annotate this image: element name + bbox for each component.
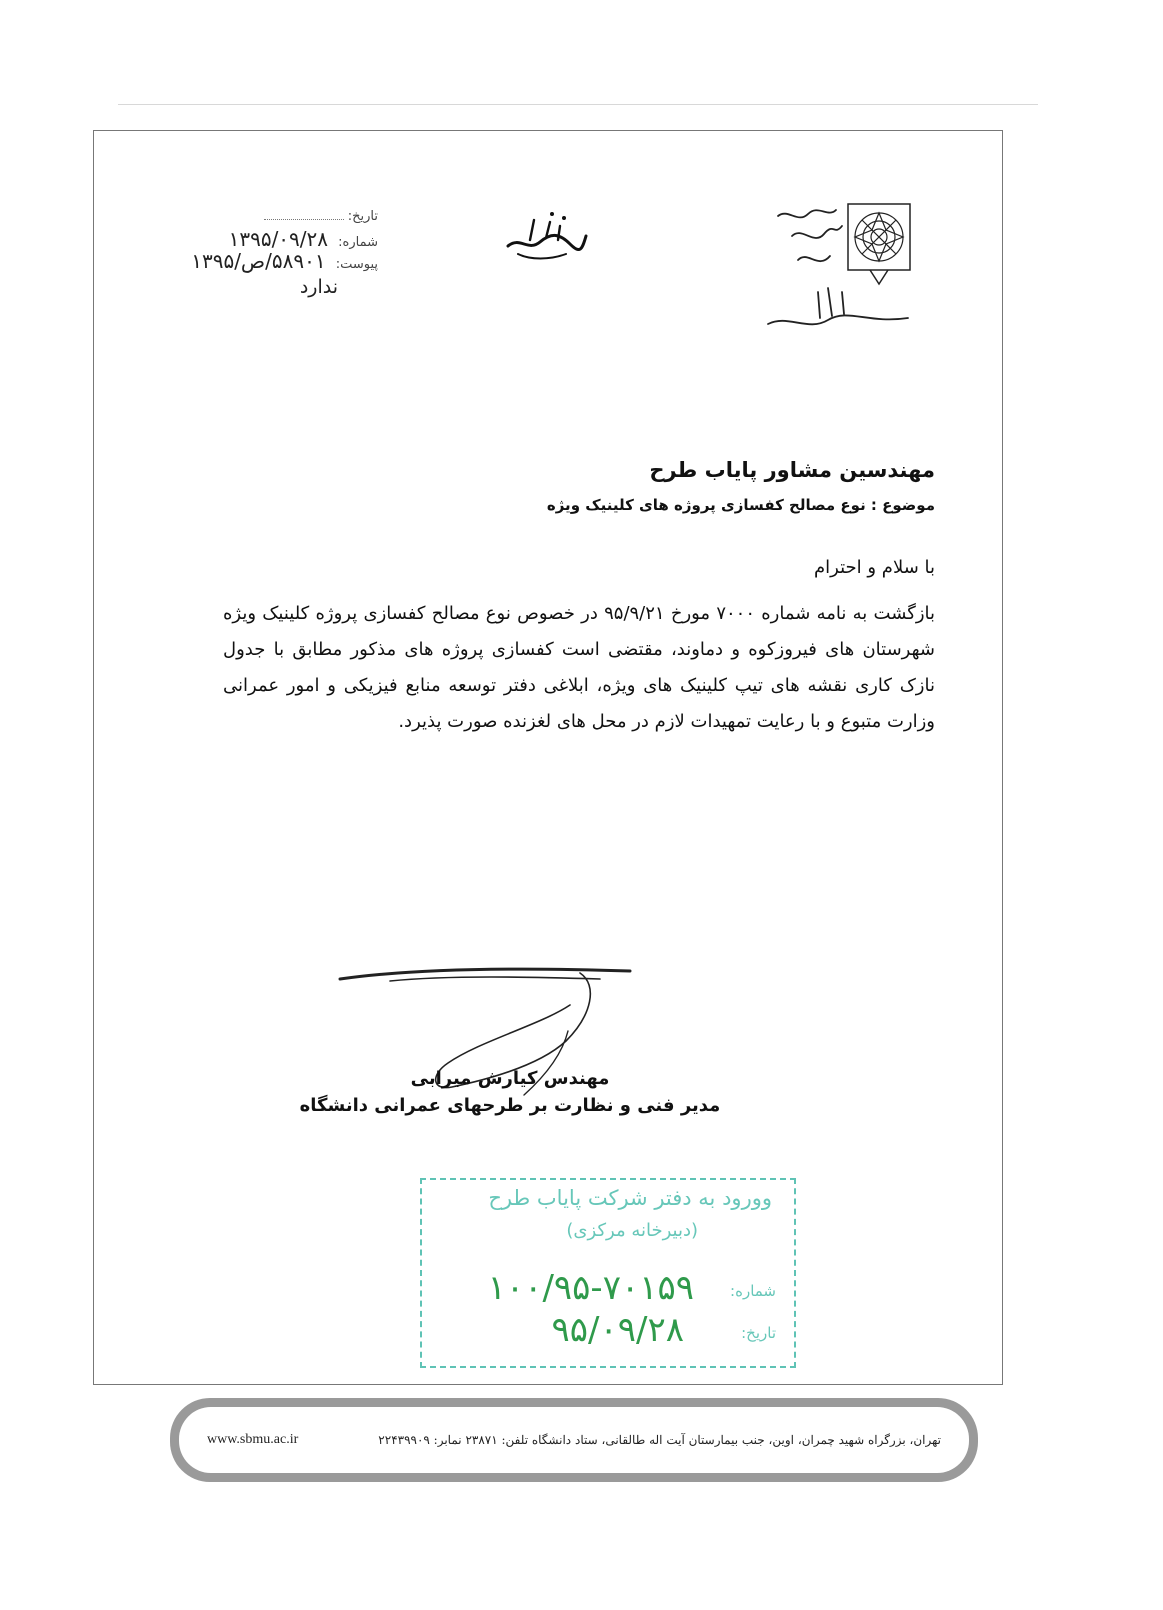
stamp-number-label: شماره: — [730, 1282, 776, 1300]
date-value: ۱۳۹۵/۰۹/۲۸ — [228, 227, 329, 251]
footer-inner — [179, 1407, 969, 1473]
footer-address: تهران، بزرگراه شهید چمران، اوین، جنب بیمارستان آیت اله طالقانی، ستاد دانشگاه تلفن: ۲۳۸۷۱ نمابر: ۲۲۴۳۹۹۰۹ — [378, 1433, 941, 1447]
handwritten-signature — [330, 945, 660, 1115]
basmala-calligraphy — [500, 206, 590, 266]
number-value: ۵۸۹۰۱/ص/۱۳۹۵ — [191, 249, 326, 273]
date-dots — [264, 219, 344, 220]
signer-title: مدیر فنی و نظارت بر طرحهای عمرانی دانشگاه — [299, 1095, 721, 1116]
date-label: تاریخ: — [347, 209, 378, 224]
attachment-row — [128, 250, 378, 272]
attachment-value: ندارد — [299, 276, 338, 298]
stamp-date-value: ۹۵/۰۹/۲۸ — [551, 1310, 684, 1350]
website-link[interactable]: www.sbmu.ac.ir — [207, 1432, 299, 1447]
date-row — [128, 206, 378, 228]
subject-line: موضوع : نوع مصالح کفسازی پروژه های کلینیک ویژه — [546, 496, 935, 514]
stamp-subtitle: (دبیرخانه مرکزی) — [566, 1220, 698, 1241]
stamp-title: وورود به دفتر شرکت پایاب طرح — [488, 1186, 772, 1210]
addressee: مهندسین مشاور پایاب طرح — [649, 458, 935, 482]
letter-meta — [128, 206, 378, 298]
stamp-date-label: تاریخ: — [741, 1324, 776, 1342]
greeting: با سلام و احترام — [814, 557, 935, 578]
number-label: شماره: — [338, 235, 378, 250]
number-row — [128, 228, 378, 250]
footer-bar — [170, 1398, 978, 1482]
university-logo — [758, 196, 918, 346]
stamp-number-value: ۱۰۰/۹۵-۷۰۱۵۹ — [487, 1268, 694, 1308]
receipt-stamp — [420, 1178, 796, 1368]
letter-body: بازگشت به نامه شماره ۷۰۰۰ مورخ ۹۵/۹/۲۱ در خصوص نوع مصالح کفسازی پروژه کلینیک ویژه شهرستان های فیروزکوه و دماوند، مقتضی است کفسازی پروژه های مذکور مطابق با جدول نازک کاری نقشه های تیپ کلینیک های ویژه، ابلاغی دفتر توسعه منابع فیزیکی و امور عمرانی وزارت متبوع و با رعایت تمهیدات لازم در محل های لغزنده صورت پذیرد. — [223, 603, 936, 732]
attachment-label: پیوست: — [335, 257, 378, 272]
signer-name: مهندس کیارش میرابی — [410, 1068, 610, 1089]
